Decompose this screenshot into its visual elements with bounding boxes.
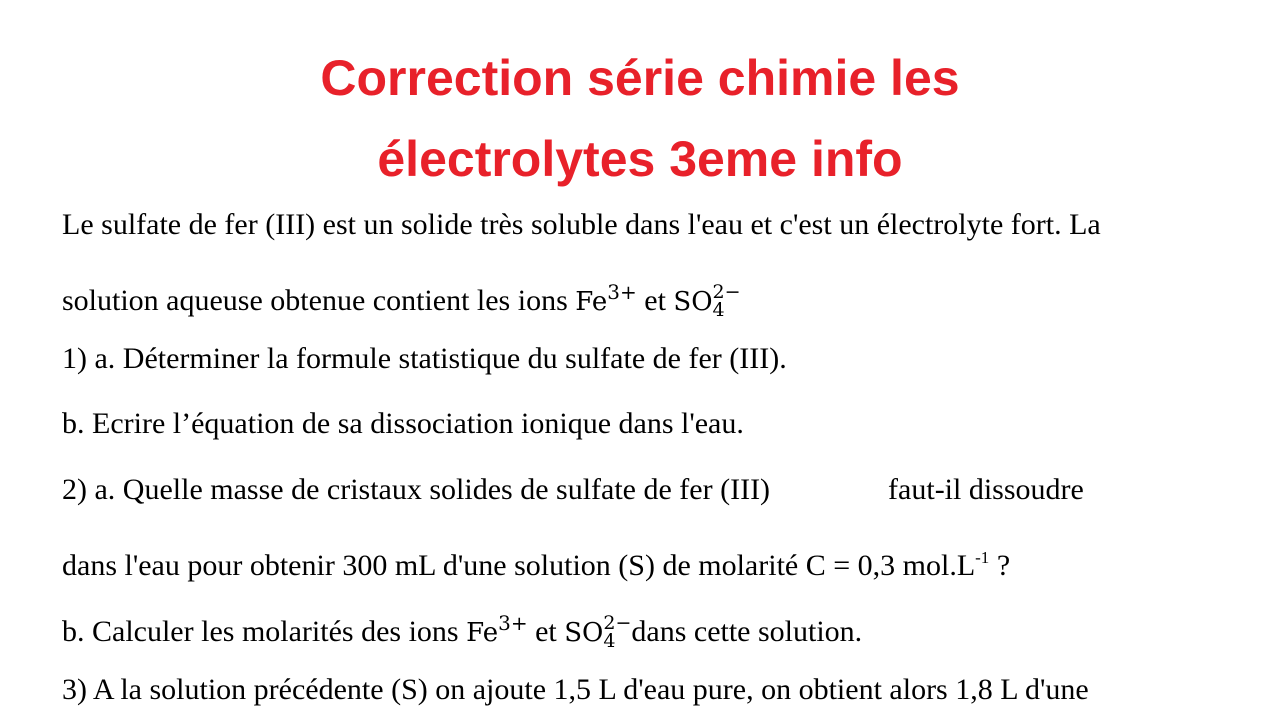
ion-iron-charge: 3+ (607, 280, 637, 304)
ion-sulfate-charge: 2− (712, 281, 741, 303)
ion-sulfate-charge-2: 2− (603, 612, 632, 634)
ion-iron-charge-2: 3+ (498, 611, 528, 635)
question-1b: b. Ecrire l’équation de sa dissociation ionique dans l'eau. (62, 407, 744, 440)
ion-iron-2 (466, 611, 528, 648)
question-2a-text-end: faut-il dissoudre (888, 473, 1084, 506)
question-3: 3) A la solution précédente (S) on ajoute 1,5 L d'eau pure, on obtient alors 1,8 L d'une (62, 673, 1089, 706)
question-1a: 1) a. Déterminer la formule statistique du sulfate de fer (III). (62, 342, 787, 375)
ion-sulfate-scripts (713, 283, 741, 319)
ion-iron (575, 280, 637, 317)
ion-sulfate-index: 4 (712, 299, 725, 321)
ion-sulfate (673, 282, 740, 322)
ion-sulfate-symbol: SO (673, 287, 713, 317)
ion-sulfate-2 (564, 613, 631, 653)
intro-text: solution aqueuse obtenue contient les ions (62, 284, 576, 317)
paragraph-intro-line-2 (62, 272, 741, 322)
conjunction: et (636, 284, 674, 317)
document-title-line-2: électrolytes 3eme info (377, 131, 903, 187)
question-2a-text: 2) a. Quelle masse de cristaux solides de sulfate de fer (III) (62, 473, 771, 506)
question-2a-line-2 (62, 538, 1010, 586)
ion-sulfate-symbol-2: SO (564, 618, 604, 648)
question-2b (62, 603, 862, 653)
conjunction-2: et (527, 615, 565, 648)
unit-exponent: -1 (975, 548, 990, 567)
ion-iron-symbol-2: Fe (466, 618, 499, 648)
ion-sulfate-index-2: 4 (603, 630, 616, 652)
paragraph-intro-line-1: Le sulfate de fer (III) est un solide très soluble dans l'eau et c'est un électrolyte fort. La (62, 208, 1101, 241)
question-2a-line-1 (62, 470, 1084, 510)
question-2b-text: b. Calculer les molarités des ions (62, 615, 467, 648)
ion-iron-symbol: Fe (575, 287, 608, 317)
document-title-line-1: Correction série chimie les (320, 50, 960, 106)
question-mark: ? (989, 549, 1011, 582)
ion-sulfate-scripts-2 (603, 614, 631, 650)
question-2b-text-end: dans cette solution. (631, 615, 863, 648)
question-2a-text-2: dans l'eau pour obtenir 300 mL d'une solution (S) de molarité C = 0,3 mol.L (62, 549, 976, 582)
